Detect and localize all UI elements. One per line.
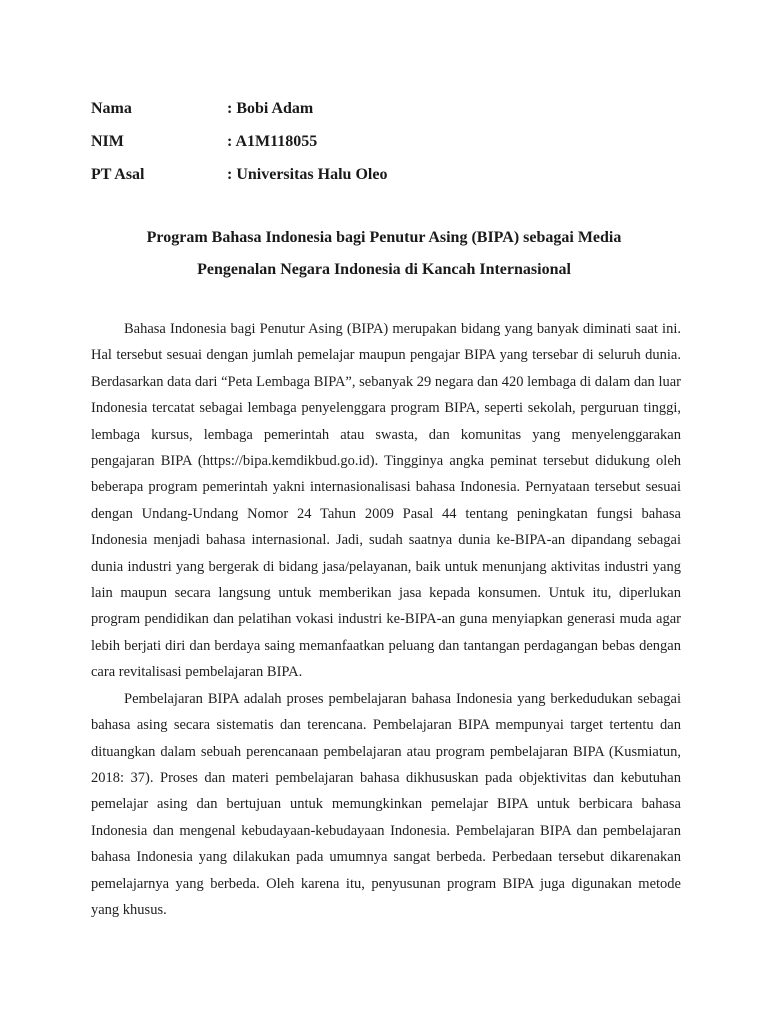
student-identity <box>91 92 651 191</box>
identity-row-institution <box>91 158 651 191</box>
paragraph-1: Bahasa Indonesia bagi Penutur Asing (BIPA) merupakan bidang yang banyak diminati saat ini. Hal tersebut sesuai dengan jumlah pemelajar maupun pengajar BIPA yang tersebar di seluruh dunia. Berdasarkan data dari “Peta Lembaga BIPA”, sebanyak 29 negara dan 420 lembaga di dalam dan luar Indonesia tercatat sebagai lembaga penyelenggara program BIPA, seperti sekolah, perguruan tinggi, lembaga kursus, lembaga pemerintah atau swasta, dan komunitas yang menyelenggarakan pengajaran BIPA (https://bipa.kemdikbud.go.id). Tingginya angka peminat tersebut didukung oleh beberapa program pemerintah yakni internasionalisasi bahasa Indonesia. Pernyataan tersebut sesuai dengan Undang-Undang Nomor 24 Tahun 2009 Pasal 44 tentang peningkatan fungsi bahasa Indonesia menjadi bahasa internasional. Jadi, sudah saatnya dunia ke-BIPA-an dipandang sebagai dunia industri yang bergerak di bidang jasa/pelayanan, baik untuk menunjang aktivitas industri yang lain maupun secara langsung untuk memberikan jasa kepada konsumen. Untuk itu, diperlukan program pendidikan dan pelatihan vokasi industri ke-BIPA-an guna menyiapkan generasi muda agar lebih berjati diri dan berdaya saing memanfaatkan peluang dan tantangan perdagangan bebas dengan cara revitalisasi pembelajaran BIPA. <box>91 321 681 681</box>
identity-label: NIM <box>91 132 124 150</box>
essay-title-line-1: Program Bahasa Indonesia bagi Penutur Asing (BIPA) sebagai Media <box>146 229 622 246</box>
paragraph-2: Pembelajaran BIPA adalah proses pembelajaran bahasa Indonesia yang berkedudukan sebagai bahasa asing secara sistematis dan terencana. Pembelajaran BIPA mempunyai target tertentu dan dituangkan dalam sebuah perencanaan pembelajaran atau program pembelajaran BIPA (Kusmiatun, 2018: 37). Proses dan materi pembelajaran bahasa dikhususkan pada objektivitas dan kebutuhan pemelajar asing dan bertujuan untuk memungkinkan pemelajar BIPA untuk berbicara bahasa Indonesia dan mengenal kebudayaan-kebudayaan Indonesia. Pembelajaran BIPA dan pembelajaran bahasa Indonesia yang dilakukan pada umumnya sangat berbeda. Perbedaan tersebut dikarenakan pemelajarnya yang berbeda. Oleh karena itu, penyusunan program BIPA juga digunakan metode yang khusus. <box>91 690 681 918</box>
identity-value: : A1M118055 <box>227 132 318 150</box>
essay-body <box>91 316 681 923</box>
identity-value: : Universitas Halu Oleo <box>227 165 388 183</box>
identity-label: PT Asal <box>91 165 145 183</box>
identity-label: Nama <box>91 99 132 117</box>
identity-value: : Bobi Adam <box>227 99 314 117</box>
identity-row-nim <box>91 125 651 158</box>
essay-title <box>91 222 677 286</box>
identity-row-name <box>91 92 651 125</box>
essay-title-line-2: Pengenalan Negara Indonesia di Kancah Internasional <box>197 261 571 278</box>
